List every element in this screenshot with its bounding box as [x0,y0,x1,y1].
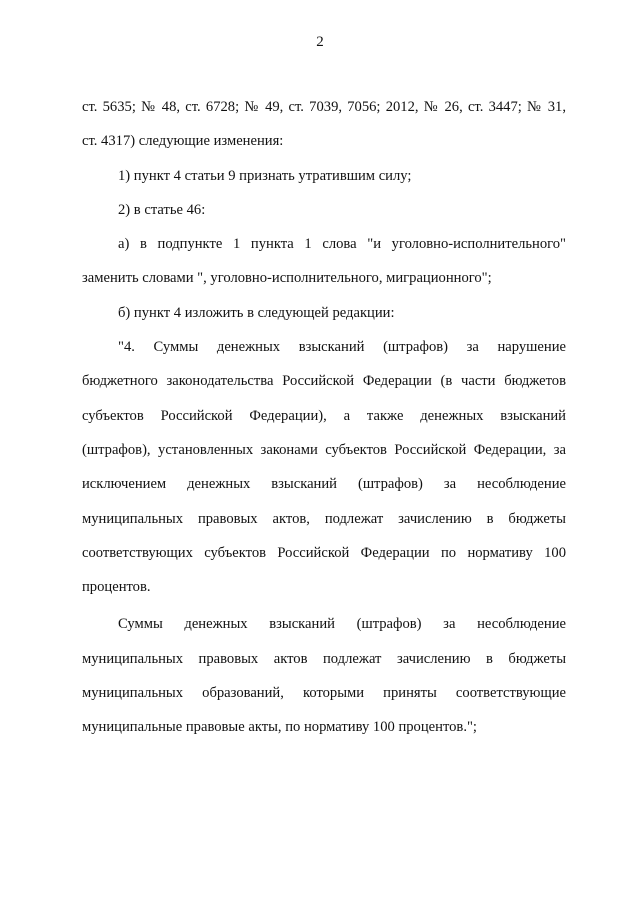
text-line: процентов. [82,579,151,596]
text-line: исключением денежных взысканий (штрафов) за несоблюдение [82,476,566,493]
text-line: Суммы денежных взысканий (штрафов) за несоблюдение [118,616,566,633]
text-line: 1) пункт 4 статьи 9 признать утратившим силу; [118,167,412,184]
text-line: муниципальных правовых актов подлежат зачислению в бюджеты [82,650,566,667]
text-line: б) пункт 4 изложить в следующей редакции: [118,304,395,321]
text-line: муниципальные правовые акты, по нормативу 100 процентов."; [82,719,477,736]
text-line: соответствующих субъектов Российской Федерации по нормативу 100 [82,544,566,561]
text-line: а) в подпункте 1 пункта 1 слова "и уголовно-исполнительного" [118,236,566,253]
text-line: (штрафов), установленных законами субъектов Российской Федерации, за [82,441,566,458]
text-line: заменить словами ", уголовно-исполнительного, миграционного"; [82,270,492,287]
text-line: ст. 5635; № 48, ст. 6728; № 49, ст. 7039, 7056; 2012, № 26, ст. 3447; № 31, [82,99,566,115]
text-line: бюджетного законодательства Российской Федерации (в части бюджетов [82,373,566,390]
text-line: ст. 4317) следующие изменения: [82,133,284,150]
text-line: муниципальных правовых актов, подлежат зачислению в бюджеты [82,510,566,527]
text-line: "4. Суммы денежных взысканий (штрафов) за нарушение [118,339,566,356]
text-line: 2) в статье 46: [118,201,206,218]
page-number: 2 [316,34,324,50]
document-body [82,90,566,745]
text-line: муниципальных образований, которыми приняты соответствующие [82,685,566,702]
text-line: субъектов Российской Федерации), а также денежных взысканий [82,407,566,424]
